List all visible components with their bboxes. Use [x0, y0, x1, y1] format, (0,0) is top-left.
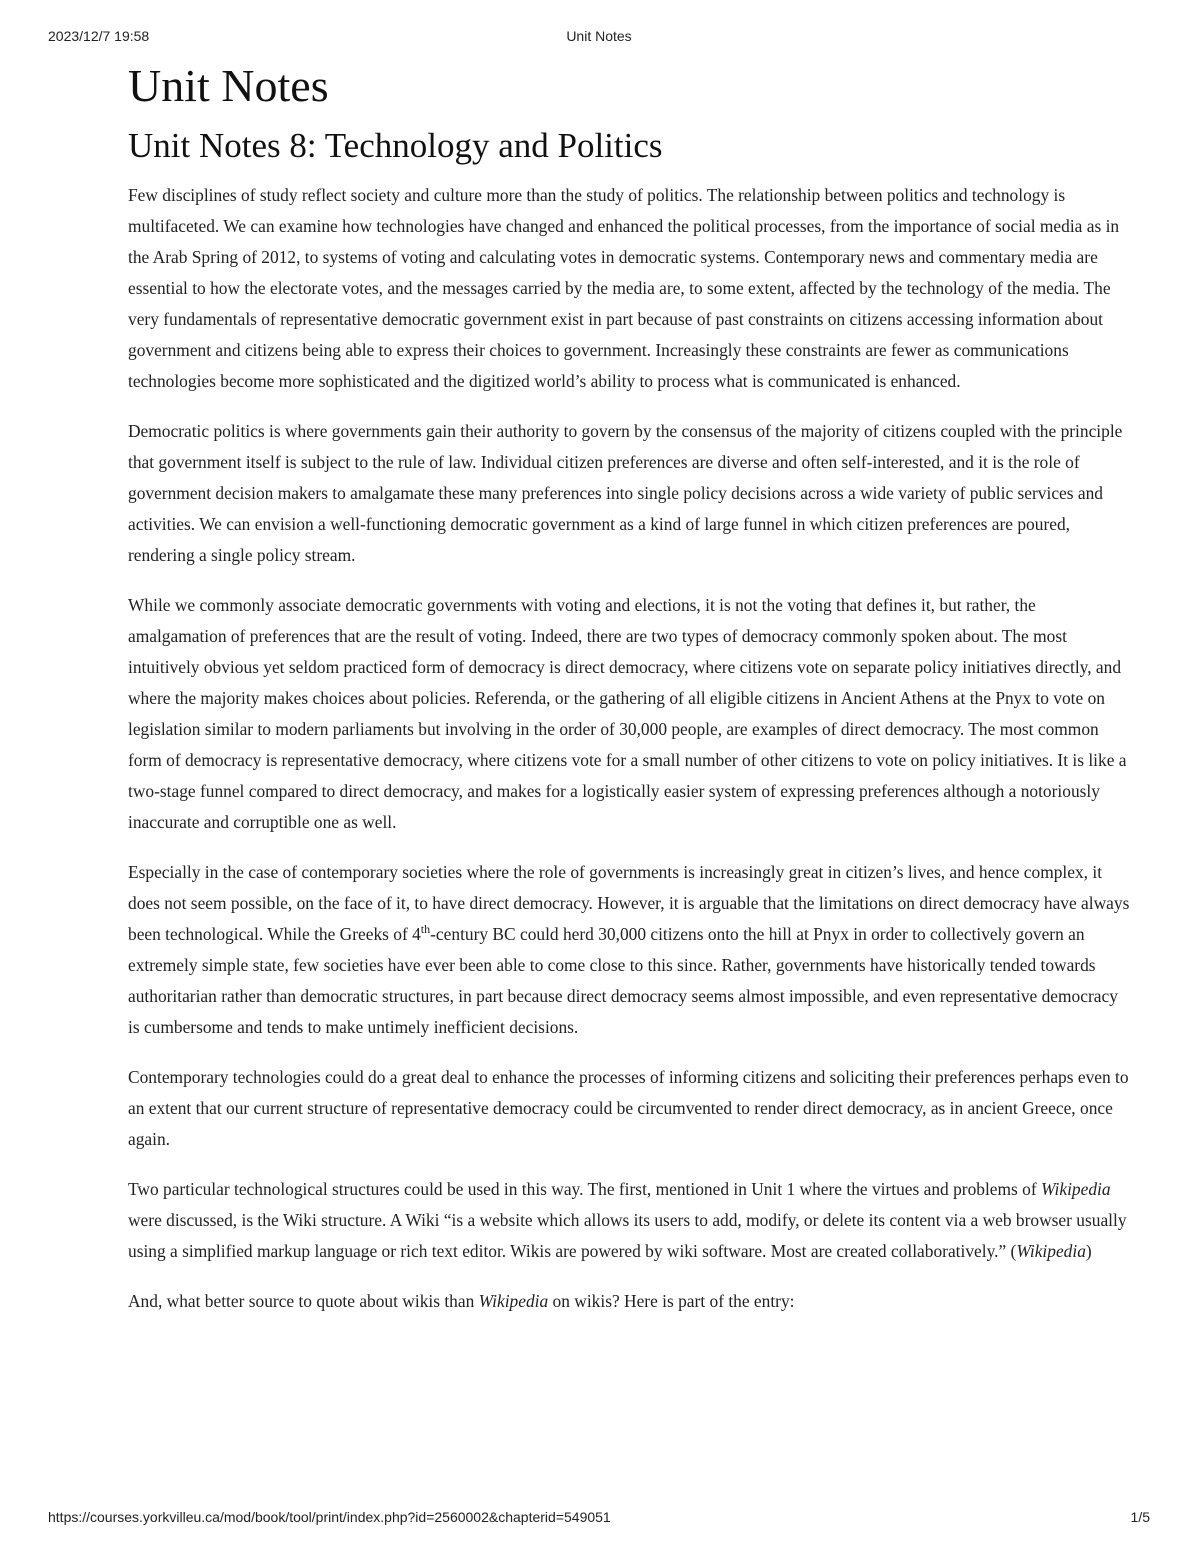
print-page-title: Unit Notes	[566, 28, 632, 44]
paragraph-7-part-2: on wikis? Here is part of the entry:	[548, 1291, 795, 1311]
paragraph-2: Democratic politics is where governments gain their authority to govern by the consensus of the majority of citizens coupled with the principle that government itself is subject to the rule of law. Individual citizen preferences are diverse and often self-interested, and it is the role of government decision makers to amalgamate these many preferences into single policy decisions across a wide variety of public services and activities. We can envision a well-functioning democratic government as a kind of large funnel in which citizen preferences are poured, rendering a single policy stream.	[128, 421, 1123, 565]
print-datetime: 2023/12/7 19:58	[48, 28, 150, 44]
paragraph-6-part-2: were discussed, is the Wiki structure. A Wiki “is a website which allows its users to add, modify, or delete its content via a web browser usually using a simplified markup language or rich text editor. Wikis are powered by wiki software. Most are created collaboratively.” (	[128, 1210, 1127, 1261]
paragraph-4-part-2: -century BC could herd 30,000 citizens onto the hill at Pnyx in order to collectively govern an extremely simple state, few societies have ever been able to come close to this since. Rather, governments have historically tended towards authoritarian rather than democratic structures, in part because direct democracy seems almost impossible, and even representative democracy is cumbersome and tends to make untimely inefficient decisions.	[128, 924, 1118, 1037]
paragraph-7	[128, 1286, 1132, 1317]
page-url: https://courses.yorkvilleu.ca/mod/book/tool/print/index.php?id=2560002&chapterid=549051	[48, 1509, 611, 1525]
book-title: Unit Notes	[128, 60, 329, 111]
paragraph-6-part-1: Two particular technological structures could be used in this way. The first, mentioned in Unit 1 where the virtues and problems of	[128, 1179, 1042, 1199]
page-number: 1/5	[1130, 1509, 1150, 1525]
wikipedia-italic-1: Wikipedia	[1041, 1179, 1111, 1199]
paragraph-4-part-1: Especially in the case of contemporary societies where the role of governments is increasingly great in citizen’s lives, and hence complex, it does not seem possible, on the face of it, to have direct democracy. However, it is arguable that the limitations on direct democracy have always been technological. While the Greeks of 4	[128, 862, 1130, 944]
ordinal-superscript: th	[420, 922, 431, 937]
print-footer	[48, 1509, 1150, 1529]
paragraph-6-part-3: )	[1085, 1241, 1092, 1261]
paragraph-5: Contemporary technologies could do a great deal to enhance the processes of informing citizens and soliciting their preferences perhaps even to an extent that our current structure of representative democracy could be circumvented to render direct democracy, as in ancient Greece, once again.	[128, 1067, 1129, 1149]
paragraph-4	[128, 857, 1132, 1043]
paragraph-6	[128, 1174, 1132, 1267]
book-content	[128, 58, 1132, 1336]
chapter-body	[128, 180, 1132, 1317]
wikipedia-italic-3: Wikipedia	[478, 1291, 549, 1311]
print-header	[48, 28, 1150, 48]
paragraph-3: While we commonly associate democratic governments with voting and elections, it is not the voting that defines it, but rather, the amalgamation of preferences that are the result of voting. Indeed, there are two types of democracy commonly spoken about. The most intuitively obvious yet seldom practiced form of democracy is direct democracy, where citizens vote on separate policy initiatives directly, and where the majority makes choices about policies. Referenda, or the gathering of all eligible citizens in Ancient Athens at the Pnyx to vote on legislation similar to modern parliaments but involving in the order of 30,000 people, are examples of direct democracy. The most common form of democracy is representative democracy, where citizens vote for a small number of other citizens to vote on policy initiatives. It is like a two-stage funnel compared to direct democracy, and makes for a logistically easier system of expressing preferences although a notoriously inaccurate and corruptible one as well.	[128, 595, 1127, 832]
wikipedia-italic-2: Wikipedia	[1016, 1241, 1086, 1261]
paragraph-7-part-1: And, what better source to quote about wikis than	[128, 1291, 479, 1311]
chapter-title: Unit Notes 8: Technology and Politics	[128, 126, 663, 165]
paragraph-1: Few disciplines of study reflect society and culture more than the study of politics. The relationship between politics and technology is multifaceted. We can examine how technologies have changed and enhanced the political processes, from the importance of social media as in the Arab Spring of 2012, to systems of voting and calculating votes in democratic systems. Contemporary news and commentary media are essential to how the electorate votes, and the messages carried by the media are, to some extent, affected by the technology of the media. The very fundamentals of representative democratic government exist in part because of past constraints on citizens accessing information about government and citizens being able to express their choices to government. Increasingly these constraints are fewer as communications technologies become more sophisticated and the digitized world’s ability to process what is communicated is enhanced.	[128, 185, 1120, 391]
